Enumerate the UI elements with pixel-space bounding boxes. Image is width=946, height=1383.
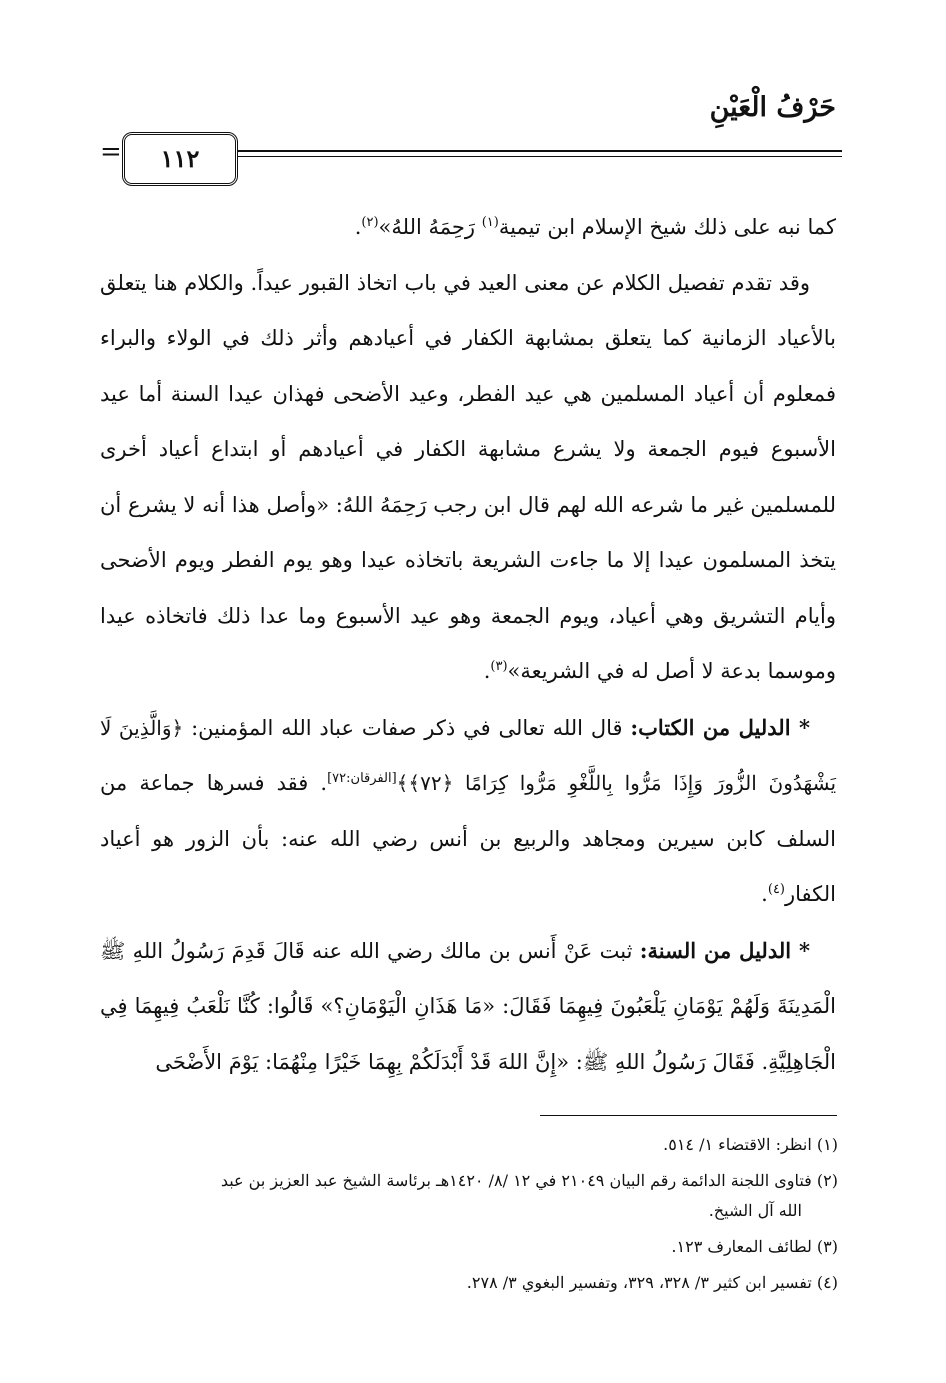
paragraph-4 <box>100 923 836 1091</box>
footnote-4: (٤) تفسير ابن كثير ٣/ ٣٢٨، ٣٢٩، وتفسير البغوي ٣/ ٢٧٨. <box>466 1273 838 1292</box>
paragraph-3 <box>100 700 836 923</box>
footnote-2-continued: الله آل الشيخ. <box>708 1201 802 1220</box>
p2-end: . <box>483 659 491 683</box>
evidence-quran-label: * الدليل من الكتاب: <box>630 714 810 740</box>
header-rule-bottom <box>150 156 842 157</box>
p2-text: وقد تقدم تفصيل الكلام عن معنى العيد في باب اتخاذ القبور عيداً. والكلام هنا يتعلق بالأعياد الزمانية كما يتعلق بمشابهة الكفار في أعيادهم وأثر ذلك في الولاء والبراء فمعلوم أن أعياد المسلمين هي عيد الفطر، وعيد الأضحى فهذان عيدا السنة أما عيد الأسبوع فيوم الجمعة ولا يشرع مشابهة الكفار في أعيادهم أو ابتداع أعياد أخرى للمسلمين غير ما شرعه الله لهم قال ابن رجب رَحِمَهُ اللهُ: «وأصل هذا أنه لا يشرع أن يتخذ المسلمون عيدا إلا ما جاءت الشريعة باتخاذه عيدا وهو يوم الفطر ويوم الأضحى وأيام التشريق وهي أعياد، ويوم الجمعة وهو عيد الأسبوع وما عدا ذلك فاتخاذه عيدا وموسما بدعة لا أصل له في الشريعة» <box>100 270 836 683</box>
footnote-separator <box>540 1115 837 1116</box>
p3-rest: . فقد فسرها جماعة من السلف كابن سيرين ومجاهد والربيع بن أنس رضي الله عنه: بأن الزور هو أعياد الكفار <box>100 771 836 906</box>
p4-rest: ثبت عَنْ أَنس بن مالك رضي الله عنه قَالَ قَدِمَ رَسُولُ اللهِ ﷺ الْمَدِينَةَ وَلَهُمْ يَوْمَانِ يَلْعَبُونَ فِيهِمَا فَقَالَ: «مَا هَذَانِ الْيَوْمَانِ؟» قَالُوا: كُنَّا نَلْعَبُ فِيهِمَا فِي الْجَاهِلِيَّةِ. فَقَالَ رَسُولُ اللهِ ﷺ: «إِنَّ اللهَ قَدْ أَبْدَلَكُمْ بِهِمَا خَيْرًا مِنْهُمَا: يَوْمَ الأَضْحَى <box>100 938 836 1074</box>
p3-intro: قال الله تعالى في ذكر صفات عباد الله المؤمنين: <box>183 715 631 740</box>
paragraph-1 <box>100 200 836 256</box>
footnote-3: (٣) لطائف المعارف ١٢٣. <box>671 1237 838 1256</box>
footnote-1: (١) انظر: الاقتضاء ١/ ٥١٤. <box>663 1135 838 1154</box>
footnote-ref-4[interactable]: (٤) <box>767 882 785 897</box>
evidence-sunnah-label: * الدليل من السنة: <box>639 937 810 963</box>
footnote-2 <box>100 1166 838 1226</box>
footnote-2-text: (٢) فتاوى اللجنة الدائمة رقم البيان ٢١٠٤٩ في ١٢ /٨/ ١٤٢٠هـ برئاسة الشيخ عبد العزيز بن عبد <box>220 1171 838 1190</box>
footnote-ref-1[interactable]: (١) <box>481 215 499 230</box>
footnote-ref-3[interactable]: (٣) <box>490 659 508 674</box>
p3-end: . <box>761 882 768 906</box>
body-text <box>100 200 836 1090</box>
quran-verse: ﴿وَالَّذِينَ لَا يَشْهَدُونَ الزُّورَ وَإِذَا مَرُّوا بِاللَّغْوِ مَرُّوا كِرَامًا ﴿٧٢﴾﴾ <box>100 715 837 795</box>
p1-text: كما نبه على ذلك شيخ الإسلام ابن تيمية <box>498 215 836 239</box>
header-eq-mark: = <box>100 137 122 167</box>
paragraph-2 <box>100 256 836 700</box>
footnotes <box>100 1130 838 1304</box>
p1-honorific: رَحِمَهُ اللهُ» <box>378 215 482 239</box>
verse-citation: [الفرقان:٧٢] <box>327 771 397 786</box>
page-number: ١١٢ <box>122 132 238 186</box>
chapter-title: حَرْفُ الْعَيْنِ <box>709 92 836 123</box>
footnote-ref-2[interactable]: (٢) <box>361 215 379 230</box>
p1-end: . <box>354 215 362 239</box>
header-rule-top <box>150 150 842 152</box>
